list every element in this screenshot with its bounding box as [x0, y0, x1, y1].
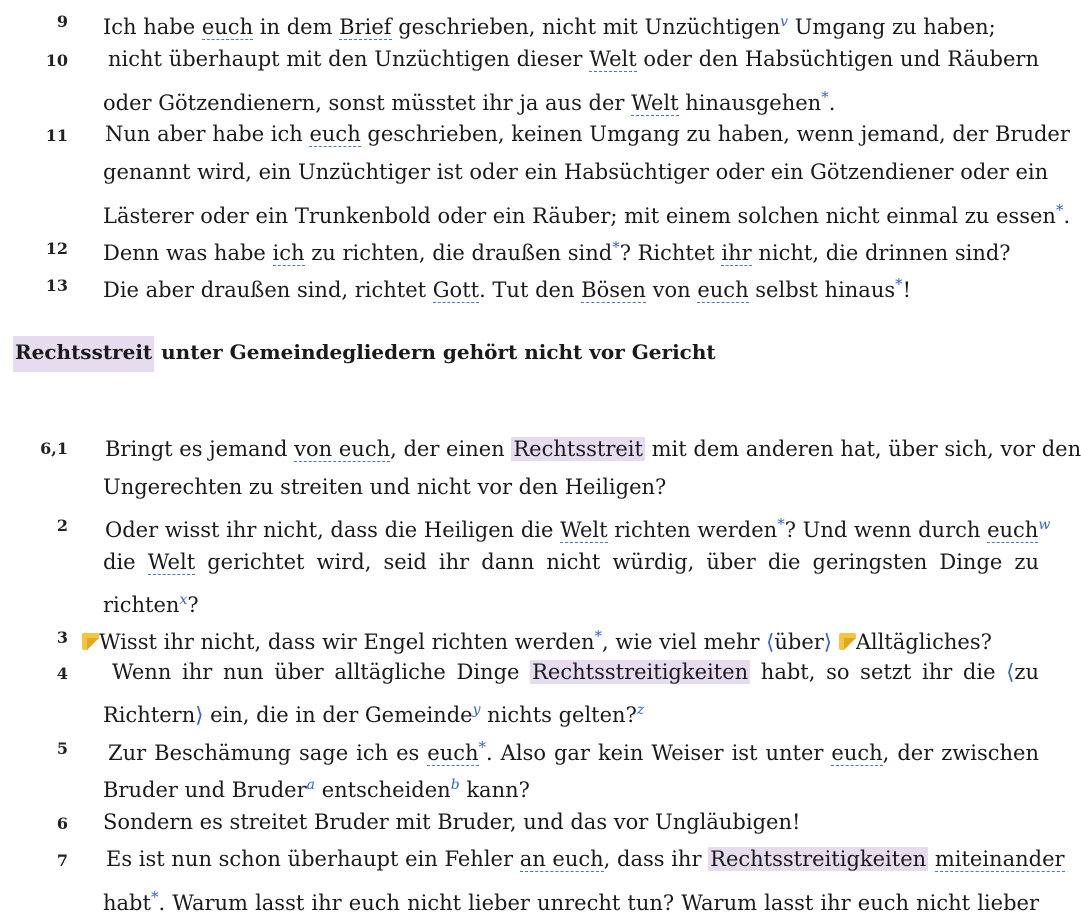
star-ref[interactable]: *: [150, 888, 159, 906]
footnote-ref[interactable]: x: [179, 592, 188, 608]
verse-text-line: nicht überhaupt mit den Unzüchtigen dieser Welt oder den Habsüchtigen und Räubern: [108, 47, 1039, 71]
star-ref[interactable]: *: [594, 627, 603, 645]
verse-text-line: Es ist nun schon überhaupt ein Fehler an euch, dass ihr Rechtsstreitigkeiten miteinander: [106, 847, 1065, 871]
linked-word[interactable]: euch: [697, 278, 749, 302]
verse-text-line: Lästerer oder ein Trunkenbold oder ein Räuber; mit einem solchen nicht einmal zu essen*.: [103, 201, 1071, 228]
linked-word[interactable]: von euch: [294, 437, 391, 461]
verse-text-line: Ungerechten zu streiten und nicht vor den Heiligen?: [103, 475, 667, 499]
footnote-ref[interactable]: b: [450, 777, 460, 793]
footnote-ref[interactable]: v: [780, 14, 789, 30]
verse-text-line: richten$^x$?: [103, 592, 199, 617]
verse-number[interactable]: 6: [56, 814, 68, 833]
star-ref[interactable]: *: [895, 275, 903, 293]
linked-word[interactable]: miteinander: [934, 847, 1065, 871]
linked-word[interactable]: euch: [427, 741, 479, 765]
verse-text-line: Wisst ihr nicht, dass wir Engel richten werden*, wie viel mehr ⟨über⟩ Alltägliches?: [82, 617, 992, 661]
footnote-ref[interactable]: w: [1038, 517, 1051, 533]
verse-text-line: Die aber draußen sind, richtet Gott. Tut den Bösen von euch selbst hinaus*!: [103, 275, 912, 302]
verse-text-line: Ich habe euch in dem Brief geschrieben, nicht mit Unzüchtigen$^v$ Umgang zu haben;: [103, 14, 996, 39]
highlighted-word[interactable]: Rechtsstreitigkeiten: [532, 660, 749, 684]
verse-text-line: Oder wisst ihr nicht, dass die Heiligen die Welt richten werden*? Und wenn durch euch$^w$: [105, 515, 1051, 542]
linked-word[interactable]: Bösen: [581, 278, 646, 302]
highlighted-word[interactable]: Rechtsstreit: [13, 336, 154, 372]
verse-number[interactable]: 9: [56, 12, 68, 31]
highlighted-word[interactable]: Rechtsstreitigkeiten: [710, 847, 927, 871]
verse-text-line: habt*. Warum lasst ihr euch nicht lieber unrecht tun? Warum lasst ihr euch nicht lieber: [103, 888, 1039, 915]
verse-text-line: Zur Beschämung sage ich es euch*. Also gar kein Weiser ist unter euch, der zwischen: [108, 738, 1039, 765]
verse-text-line: Nun aber habe ich euch geschrieben, keinen Umgang zu haben, wenn jemand, der Bruder: [105, 122, 1070, 146]
star-ref[interactable]: *: [777, 515, 785, 533]
linked-word[interactable]: Brief: [339, 15, 392, 39]
star-ref[interactable]: *: [612, 238, 620, 256]
footnote-ref[interactable]: z: [636, 702, 645, 718]
verse-text-line: Denn was habe ich zu richten, die draußen sind*? Richtet ihr nicht, die drinnen sind?: [103, 238, 1011, 265]
footnote-ref[interactable]: y: [472, 702, 481, 718]
linked-word[interactable]: Gott: [432, 278, 480, 302]
verse-number[interactable]: 2: [56, 516, 68, 535]
linked-word[interactable]: an euch: [519, 847, 604, 871]
verse-text-line: Wenn ihr nun über alltägliche Dinge Rechtsstreitigkeiten habt, so setzt ihr die ⟨zu: [112, 660, 1039, 684]
linked-word[interactable]: euch: [201, 15, 254, 39]
linked-word[interactable]: euch: [309, 122, 361, 146]
star-ref[interactable]: *: [1055, 201, 1064, 219]
verse-text-line: oder Götzendienern, sonst müsstet ihr ja aus der Welt hinausgehen*.: [103, 88, 836, 115]
note-icon[interactable]: [839, 633, 856, 650]
verse-number[interactable]: 4: [56, 664, 68, 683]
verse-number[interactable]: 7: [56, 851, 68, 870]
verse-text-line: die Welt gerichtet wird, seid ihr dann nicht würdig, über die geringsten Dinge zu: [103, 550, 1040, 574]
footnote-ref[interactable]: a: [306, 777, 316, 793]
verse-text-line: Richtern⟩ ein, die in der Gemeinde$^y$ nichts gelten?$^z$: [103, 702, 645, 727]
verse-number[interactable]: 10: [45, 51, 68, 70]
verse-number[interactable]: 6,1: [40, 439, 68, 458]
verse-text-line: genannt wird, ein Unzüchtiger ist oder ein Habsüchtiger oder ein Götzendiener oder ein: [103, 160, 1049, 184]
star-ref[interactable]: *: [821, 88, 829, 106]
linked-word[interactable]: Welt: [147, 550, 196, 574]
linked-word[interactable]: Welt: [560, 518, 608, 542]
verse-text-line: Bruder und Bruder$^a$ entscheiden$^b$ kann?: [103, 777, 530, 802]
star-ref[interactable]: *: [478, 738, 487, 756]
verse-number[interactable]: 11: [45, 126, 68, 145]
verse-text-line: Sondern es streitet Bruder mit Bruder, und das vor Ungläubigen!: [103, 810, 801, 834]
highlighted-word[interactable]: Rechtsstreit: [513, 437, 643, 461]
verse-number[interactable]: 13: [45, 276, 68, 295]
verse-number[interactable]: 5: [56, 739, 68, 758]
verse-text-line: Bringt es jemand von euch, der einen Rechtsstreit mit dem anderen hat, über sich, vor den: [105, 437, 1081, 461]
linked-word[interactable]: euch: [831, 741, 883, 765]
note-icon[interactable]: [82, 633, 99, 650]
verse-number[interactable]: 12: [45, 239, 68, 258]
linked-word[interactable]: ihr: [721, 241, 752, 265]
linked-word[interactable]: euch: [987, 518, 1039, 542]
linked-word[interactable]: ich: [272, 241, 305, 265]
linked-word[interactable]: Welt: [631, 91, 679, 115]
linked-word[interactable]: Welt: [589, 47, 637, 71]
verse-number[interactable]: 3: [56, 628, 68, 647]
section-heading: Rechtsstreit unter Gemeindegliedern gehört nicht vor Gericht: [13, 340, 716, 364]
